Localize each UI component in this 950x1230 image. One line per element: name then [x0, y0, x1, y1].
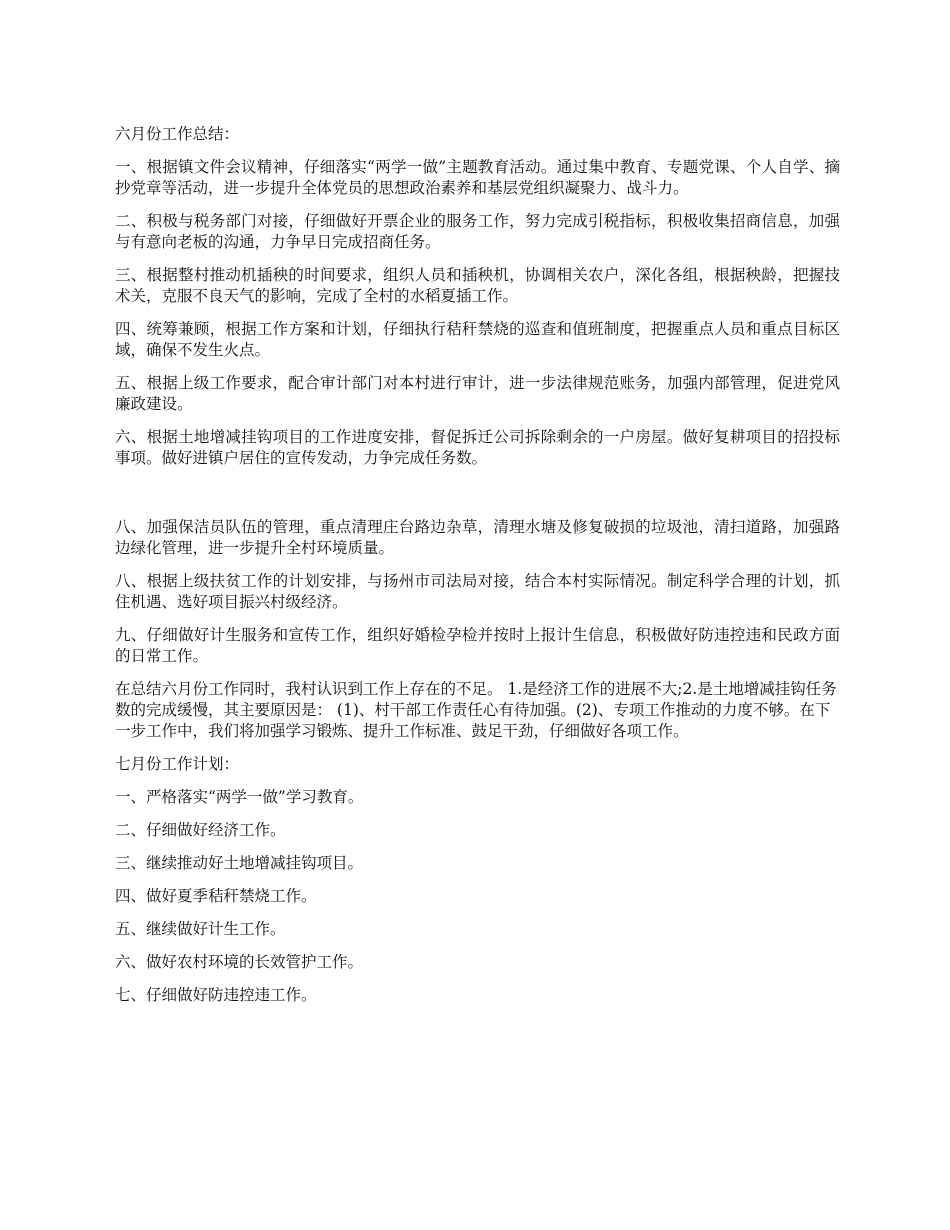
document-body: [115, 124, 840, 1018]
june-item-6: 六、根据土地增减挂钩项目的工作进度安排，督促拆迁公司拆除剩余的一户房屋。做好复耕项目的招投标事项。做好进镇户居住的宣传发动，力争完成任务数。: [115, 428, 840, 467]
july-plan-heading: 七月份工作计划：: [115, 755, 240, 773]
june-item-4: 四、统筹兼顾，根据工作方案和计划，仔细执行秸秆禁烧的巡查和值班制度，把握重点人员和重点目标区域，确保不发生火点。: [115, 320, 840, 359]
july-item-2: 二、仔细做好经济工作。: [115, 821, 286, 839]
july-item-4: 四、做好夏季秸秆禁烧工作。: [115, 887, 317, 905]
july-item-3: 三、继续推动好土地增减挂钩项目。: [115, 854, 364, 872]
june-item-1: 一、根据镇文件会议精神，仔细落实“两学一做”主题教育活动。通过集中教育、专题党课、个人自学、摘抄党章等活动，进一步提升全体党员的思想政治素养和基层党组织凝聚力、战斗力。: [115, 158, 840, 197]
june-item-2: 二、积极与税务部门对接，仔细做好开票企业的服务工作，努力完成引税指标，积极收集招商信息，加强与有意向老板的沟通，力争早日完成招商任务。: [115, 212, 840, 251]
july-item-7: 七、仔细做好防违控违工作。: [115, 986, 317, 1004]
june-item-5: 五、根据上级工作要求，配合审计部门对本村进行审计，进一步法律规范账务，加强内部管理，促进党风廉政建设。: [115, 374, 840, 413]
blank-gap: [115, 481, 840, 517]
june-item-8b: 八、根据上级扶贫工作的计划安排，与扬州市司法局对接，结合本村实际情况。制定科学合理的计划，抓住机遇、选好项目振兴村级经济。: [115, 572, 840, 611]
july-item-6: 六、做好农村环境的长效管护工作。: [115, 953, 364, 971]
june-item-8a: 八、加强保洁员队伍的管理，重点清理庄台路边杂草，清理水塘及修复破损的垃圾池，清扫道路，加强路边绿化管理，进一步提升全村环境质量。: [115, 518, 840, 557]
june-summary-heading: 六月份工作总结：: [115, 125, 240, 143]
july-item-1: 一、严格落实“两学一做”学习教育。: [115, 788, 364, 806]
summary-paragraph: 在总结六月份工作同时，我村认识到工作上存在的不足。 1.是经济工作的进展不大;2.是土地增减挂钩任务数的完成缓慢，其主要原因是： (1)、村干部工作责任心有待加强。(2)、专项工作推动的力度不够。在下一步工作中，我们将加强学习锻炼、提升工作标准、鼓足干劲，仔细做好各项工作。: [115, 680, 837, 740]
june-item-3: 三、根据整村推动机插秧的时间要求，组织人员和插秧机，协调相关农户，深化各组，根据秧龄，把握技术关，克服不良天气的影响，完成了全村的水稻夏插工作。: [115, 266, 840, 305]
july-item-5: 五、继续做好计生工作。: [115, 920, 286, 938]
june-item-9: 九、仔细做好计生服务和宣传工作，组织好婚检孕检并按时上报计生信息，积极做好防违控违和民政方面的日常工作。: [115, 626, 840, 665]
